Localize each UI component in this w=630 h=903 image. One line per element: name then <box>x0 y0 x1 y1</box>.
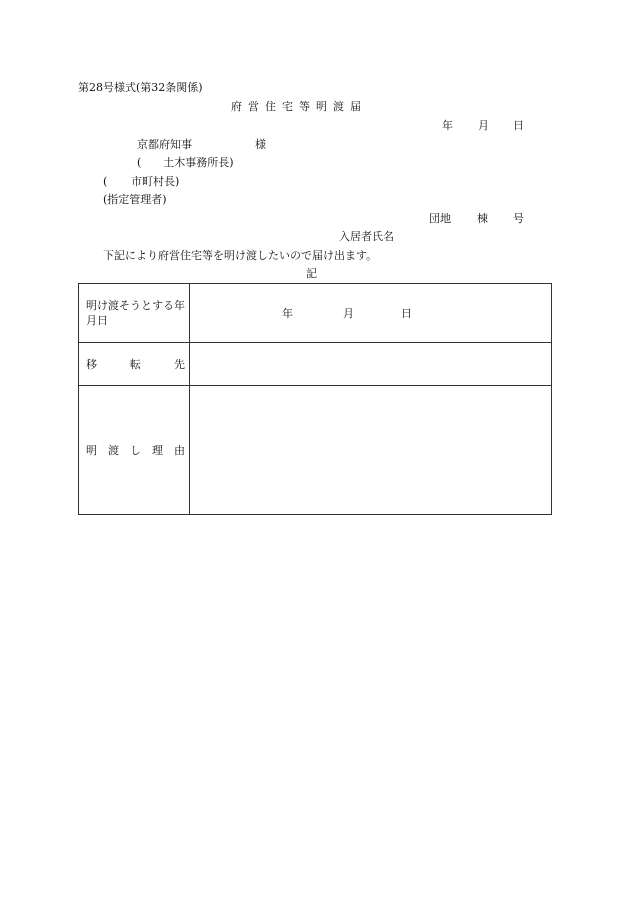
move-out-date-label: 明け渡そうとする年月日 <box>86 299 185 327</box>
municipal-head-label: 市町村長) <box>131 175 180 188</box>
new-address-value-cell[interactable] <box>190 343 552 386</box>
table-row-reason <box>79 386 552 515</box>
reason-label-char: 由 <box>174 443 185 457</box>
move-out-date-value-cell[interactable] <box>190 284 552 343</box>
reason-label-char: 渡 <box>108 443 119 457</box>
move-out-date-label-cell <box>79 284 190 343</box>
date-year-label: 年 <box>442 119 453 132</box>
reason-label-char: し <box>130 443 141 457</box>
details-table <box>78 283 552 515</box>
table-row-new-address <box>79 343 552 386</box>
designated-manager-label: (指定管理者) <box>103 193 167 206</box>
form-number: 第28号様式(第32条関係) <box>78 81 203 94</box>
date-day-label: 日 <box>513 119 524 132</box>
honorific-label: 様 <box>255 138 266 151</box>
building-label: 棟 <box>477 212 488 225</box>
reason-label-cell <box>79 386 190 515</box>
new-address-label-char: 転 <box>130 357 141 371</box>
table-row-move-out-date <box>79 284 552 343</box>
move-out-month-label: 月 <box>343 306 354 320</box>
form-title: 府営住宅等明渡届 <box>231 100 367 113</box>
new-address-label <box>86 357 185 372</box>
move-out-year-label: 年 <box>282 306 293 320</box>
date-month-label: 月 <box>478 119 489 132</box>
new-address-label-cell <box>79 343 190 386</box>
reason-label-char: 明 <box>86 443 97 457</box>
unit-number-label: 号 <box>513 212 524 225</box>
resident-name-label: 入居者氏名 <box>339 230 394 243</box>
new-address-label-char: 移 <box>86 357 97 371</box>
new-address-label-char: 先 <box>174 357 185 371</box>
governor-label: 京都府知事 <box>137 138 192 151</box>
office-head-label: ( 土木事務所長) <box>137 156 234 169</box>
move-out-day-label: 日 <box>401 306 412 320</box>
move-out-date-fields <box>190 306 551 321</box>
municipal-head-paren: ( <box>103 175 108 188</box>
reason-label <box>86 443 185 458</box>
danchi-label: 団地 <box>429 212 451 225</box>
reason-label-char: 理 <box>152 443 163 457</box>
statement-text: 下記により府営住宅等を明け渡したいので届け出ます。 <box>103 249 378 262</box>
ki-label: 記 <box>306 267 317 280</box>
reason-value-cell[interactable] <box>190 386 552 515</box>
